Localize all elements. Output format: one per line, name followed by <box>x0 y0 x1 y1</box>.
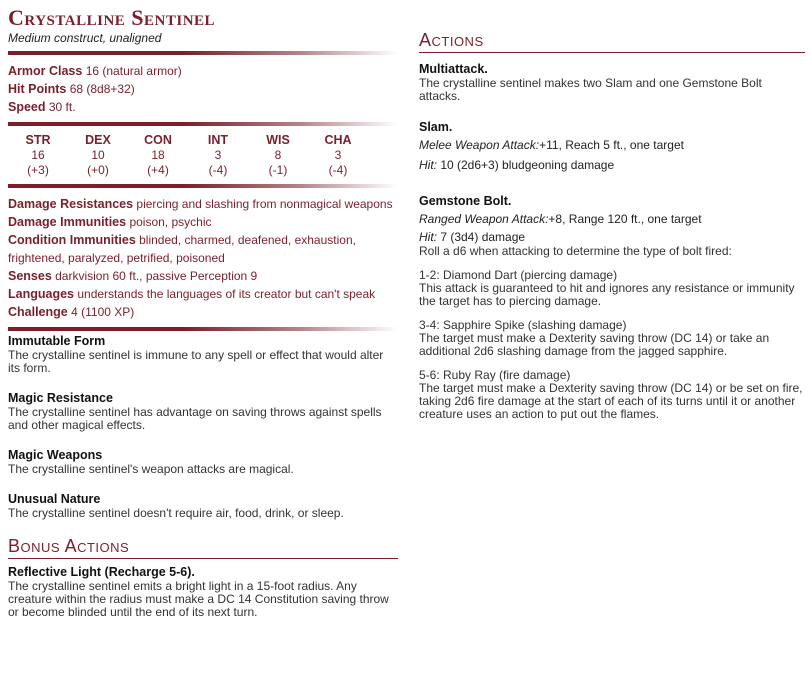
trait-title: Immutable Form <box>8 334 106 348</box>
armor-class-label: Armor Class <box>8 64 83 78</box>
ability-mod: (-1) <box>268 163 288 177</box>
ability-name: CON <box>144 133 172 147</box>
bolt-option-text: The target must make a Dexterity saving throw (DC 14) or be set on fire, taking 2d6 fire damage at the start of each of its turns until it or another creature uses an action to put out the flames. <box>419 381 803 421</box>
ability-cha <box>308 133 368 178</box>
ability-score: 18 <box>151 148 165 162</box>
damage-resistances <box>8 195 398 213</box>
senses-label: Senses <box>8 269 52 283</box>
bolt-option-title: 1-2: Diamond Dart (piercing damage) <box>419 268 618 282</box>
action-slam <box>419 119 805 175</box>
ability-name: CHA <box>324 133 352 147</box>
speed-value: 30 ft. <box>48 100 76 114</box>
ability-mod: (+3) <box>27 163 49 177</box>
ability-str <box>8 133 68 178</box>
speed-label: Speed <box>8 100 46 114</box>
trait-unusual-nature <box>8 492 398 520</box>
bonus-action-text: The crystalline sentinel emits a bright light in a 15-foot radius. Any creature within the radius must make a DC 14 Constitution saving throw or become blinded until the end of its next turn. <box>8 579 389 619</box>
speed <box>8 98 398 116</box>
stat-block-left-column <box>8 6 398 619</box>
damage-resistances-value: piercing and slashing from nonmagical weapons <box>136 197 393 211</box>
ability-con <box>128 133 188 178</box>
action-title: Multiattack. <box>419 62 488 76</box>
action-gemstone-bolt <box>419 193 805 421</box>
bolt-option-text: The target must make a Dexterity saving throw (DC 14) or take an additional 2d6 slashing damage from the jagged sapphire. <box>419 331 770 358</box>
hit-points-value: 68 <box>69 82 84 96</box>
divider <box>8 327 398 331</box>
attack-line <box>419 209 805 229</box>
divider <box>8 184 398 188</box>
ability-score: 3 <box>214 148 222 162</box>
divider <box>8 51 398 55</box>
monster-type: Medium construct, unaligned <box>8 31 162 45</box>
action-text: The crystalline sentinel makes two Slam and one Gemstone Bolt attacks. <box>419 76 762 103</box>
trait-text: The crystalline sentinel has advantage on saving throws against spells and other magical effects. <box>8 405 382 432</box>
challenge-note: (1100 XP) <box>81 305 135 319</box>
attack-type: Melee Weapon Attack: <box>419 138 540 152</box>
armor-class <box>8 62 398 80</box>
languages-value: understands the languages of its creator but can't speak <box>77 287 376 301</box>
languages <box>8 285 398 303</box>
ability-name: DEX <box>85 133 111 147</box>
bolt-option-title: 5-6: Ruby Ray (fire damage) <box>419 368 571 382</box>
action-multiattack <box>419 61 805 103</box>
roll-text: Roll a d6 when attacking to determine the type of bolt fired: <box>419 244 732 258</box>
stat-block-right-column <box>419 30 805 421</box>
trait-title: Unusual Nature <box>8 492 101 506</box>
ability-name: INT <box>207 133 229 147</box>
trait-text: The crystalline sentinel's weapon attacks are magical. <box>8 462 294 476</box>
action-title: Slam. <box>419 120 453 134</box>
ability-mod: (-4) <box>328 163 348 177</box>
ability-mod: (-4) <box>208 163 228 177</box>
attack-type: Ranged Weapon Attack: <box>419 212 549 226</box>
hit-label: Hit: <box>419 230 437 244</box>
ability-dex <box>68 133 128 178</box>
damage-immunities <box>8 213 398 231</box>
trait-immutable-form <box>8 334 398 375</box>
challenge <box>8 303 398 321</box>
trait-text: The crystalline sentinel doesn't require air, food, drink, or sleep. <box>8 506 344 520</box>
ability-score: 8 <box>274 148 282 162</box>
actions-heading: Actions <box>419 30 805 53</box>
bonus-action-reflective-light <box>8 565 398 619</box>
challenge-value: 4 <box>71 305 78 319</box>
trait-magic-resistance <box>8 391 398 432</box>
hit-details: 10 (2d6+3) bludgeoning damage <box>437 158 615 172</box>
divider <box>8 122 398 126</box>
hit-points-label: Hit Points <box>8 82 67 96</box>
bolt-option-title: 3-4: Sapphire Spike (slashing damage) <box>419 318 627 332</box>
trait-title: Magic Resistance <box>8 391 113 405</box>
condition-immunities <box>8 231 398 267</box>
attack-details: +8, Range 120 ft., one target <box>548 212 702 226</box>
armor-class-value: 16 <box>85 64 100 78</box>
ability-score: 10 <box>91 148 105 162</box>
monster-name: Crystalline Sentinel <box>8 5 216 30</box>
damage-immunities-label: Damage Immunities <box>8 215 127 229</box>
damage-resistances-label: Damage Resistances <box>8 197 134 211</box>
ability-int <box>188 133 248 178</box>
condition-immunities-label: Condition Immunities <box>8 233 136 247</box>
senses <box>8 267 398 285</box>
ability-mod: (+0) <box>87 163 109 177</box>
damage-immunities-value: poison, psychic <box>129 215 212 229</box>
hit-line <box>419 229 805 245</box>
trait-text: The crystalline sentinel is immune to any spell or effect that would alter its form. <box>8 348 384 375</box>
ability-mod: (+4) <box>147 163 169 177</box>
bonus-action-title: Reflective Light (Recharge 5-6). <box>8 565 195 579</box>
hit-details: 7 (3d4) damage <box>437 230 526 244</box>
challenge-label: Challenge <box>8 305 68 319</box>
hit-points <box>8 80 398 98</box>
languages-label: Languages <box>8 287 74 301</box>
bonus-actions-heading: Bonus Actions <box>8 536 398 559</box>
condition-immunities-value: blinded, charmed, deafened, exhaustion, frightened, paralyzed, petrified, poisoned <box>8 233 356 265</box>
ability-score: 3 <box>334 148 342 162</box>
armor-class-note: (natural armor) <box>102 64 182 78</box>
senses-value: darkvision 60 ft., passive Perception 9 <box>55 269 258 283</box>
attack-details: +11, Reach 5 ft., one target <box>539 138 684 152</box>
hit-points-note: (8d8+32) <box>86 82 135 96</box>
ability-name: STR <box>25 133 51 147</box>
hit-line <box>419 155 805 175</box>
bolt-option-text: This attack is guaranteed to hit and ignores any resistance or immunity the target has to piercing damage. <box>419 281 795 308</box>
action-title: Gemstone Bolt. <box>419 194 512 208</box>
attack-line <box>419 135 805 155</box>
ability-score: 16 <box>31 148 45 162</box>
ability-scores <box>8 133 368 178</box>
hit-label: Hit: <box>419 158 437 172</box>
trait-magic-weapons <box>8 448 398 476</box>
ability-name: WIS <box>266 133 290 147</box>
ability-wis <box>248 133 308 178</box>
trait-title: Magic Weapons <box>8 448 103 462</box>
